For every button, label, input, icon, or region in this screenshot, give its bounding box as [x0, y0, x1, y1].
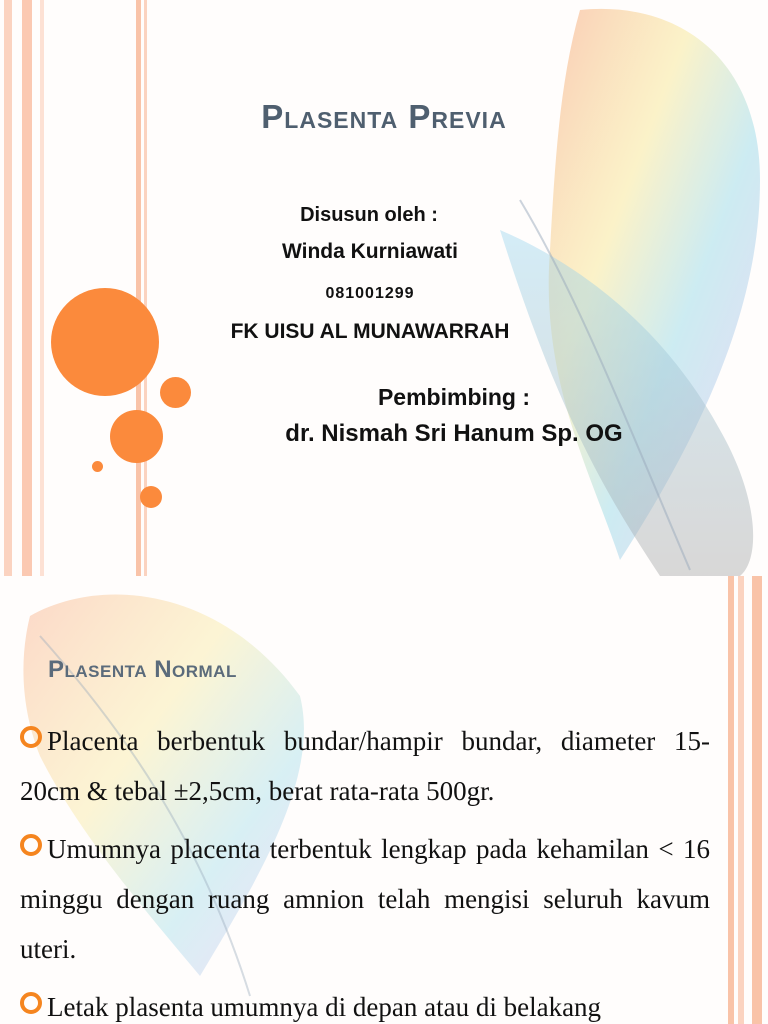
decorative-circle	[140, 486, 162, 508]
bullet-item: Umumnya placenta terbentuk lengkap pada kehamilan < 16 minggu dengan ruang amnion telah mengisi seluruh kavum uteri.	[20, 834, 710, 964]
author-name: Winda Kurniawati	[282, 240, 458, 263]
faculty-name: FK UISU AL MUNAWARRAH	[230, 320, 510, 343]
bullet-icon	[20, 992, 42, 1014]
decorative-stripe	[752, 576, 762, 1024]
supervisor-name: dr. Nismah Sri Hanum Sp. OG	[285, 420, 623, 447]
prepared-by-label: Disusun oleh :	[300, 204, 438, 226]
content-slide	[0, 576, 768, 1024]
bullet-item: Letak plasenta umumnya di depan atau di belakang	[20, 982, 710, 1024]
supervisor-label: Pembimbing :	[377, 384, 531, 410]
student-id: 081001299	[325, 285, 415, 302]
bullet-icon	[20, 834, 42, 856]
decorative-circle	[92, 461, 103, 472]
decorative-stripe	[738, 576, 744, 1024]
bullet-item: Placenta berbentuk bundar/hampir bundar, diameter 15-20cm & tebal ±2,5cm, berat rata-rata 500gr.	[20, 726, 710, 806]
slide-title: Plasenta Previa	[261, 98, 507, 135]
decorative-stripe	[728, 576, 734, 1024]
bullet-icon	[20, 726, 42, 748]
slide-title: Plasenta Normal	[48, 656, 237, 683]
